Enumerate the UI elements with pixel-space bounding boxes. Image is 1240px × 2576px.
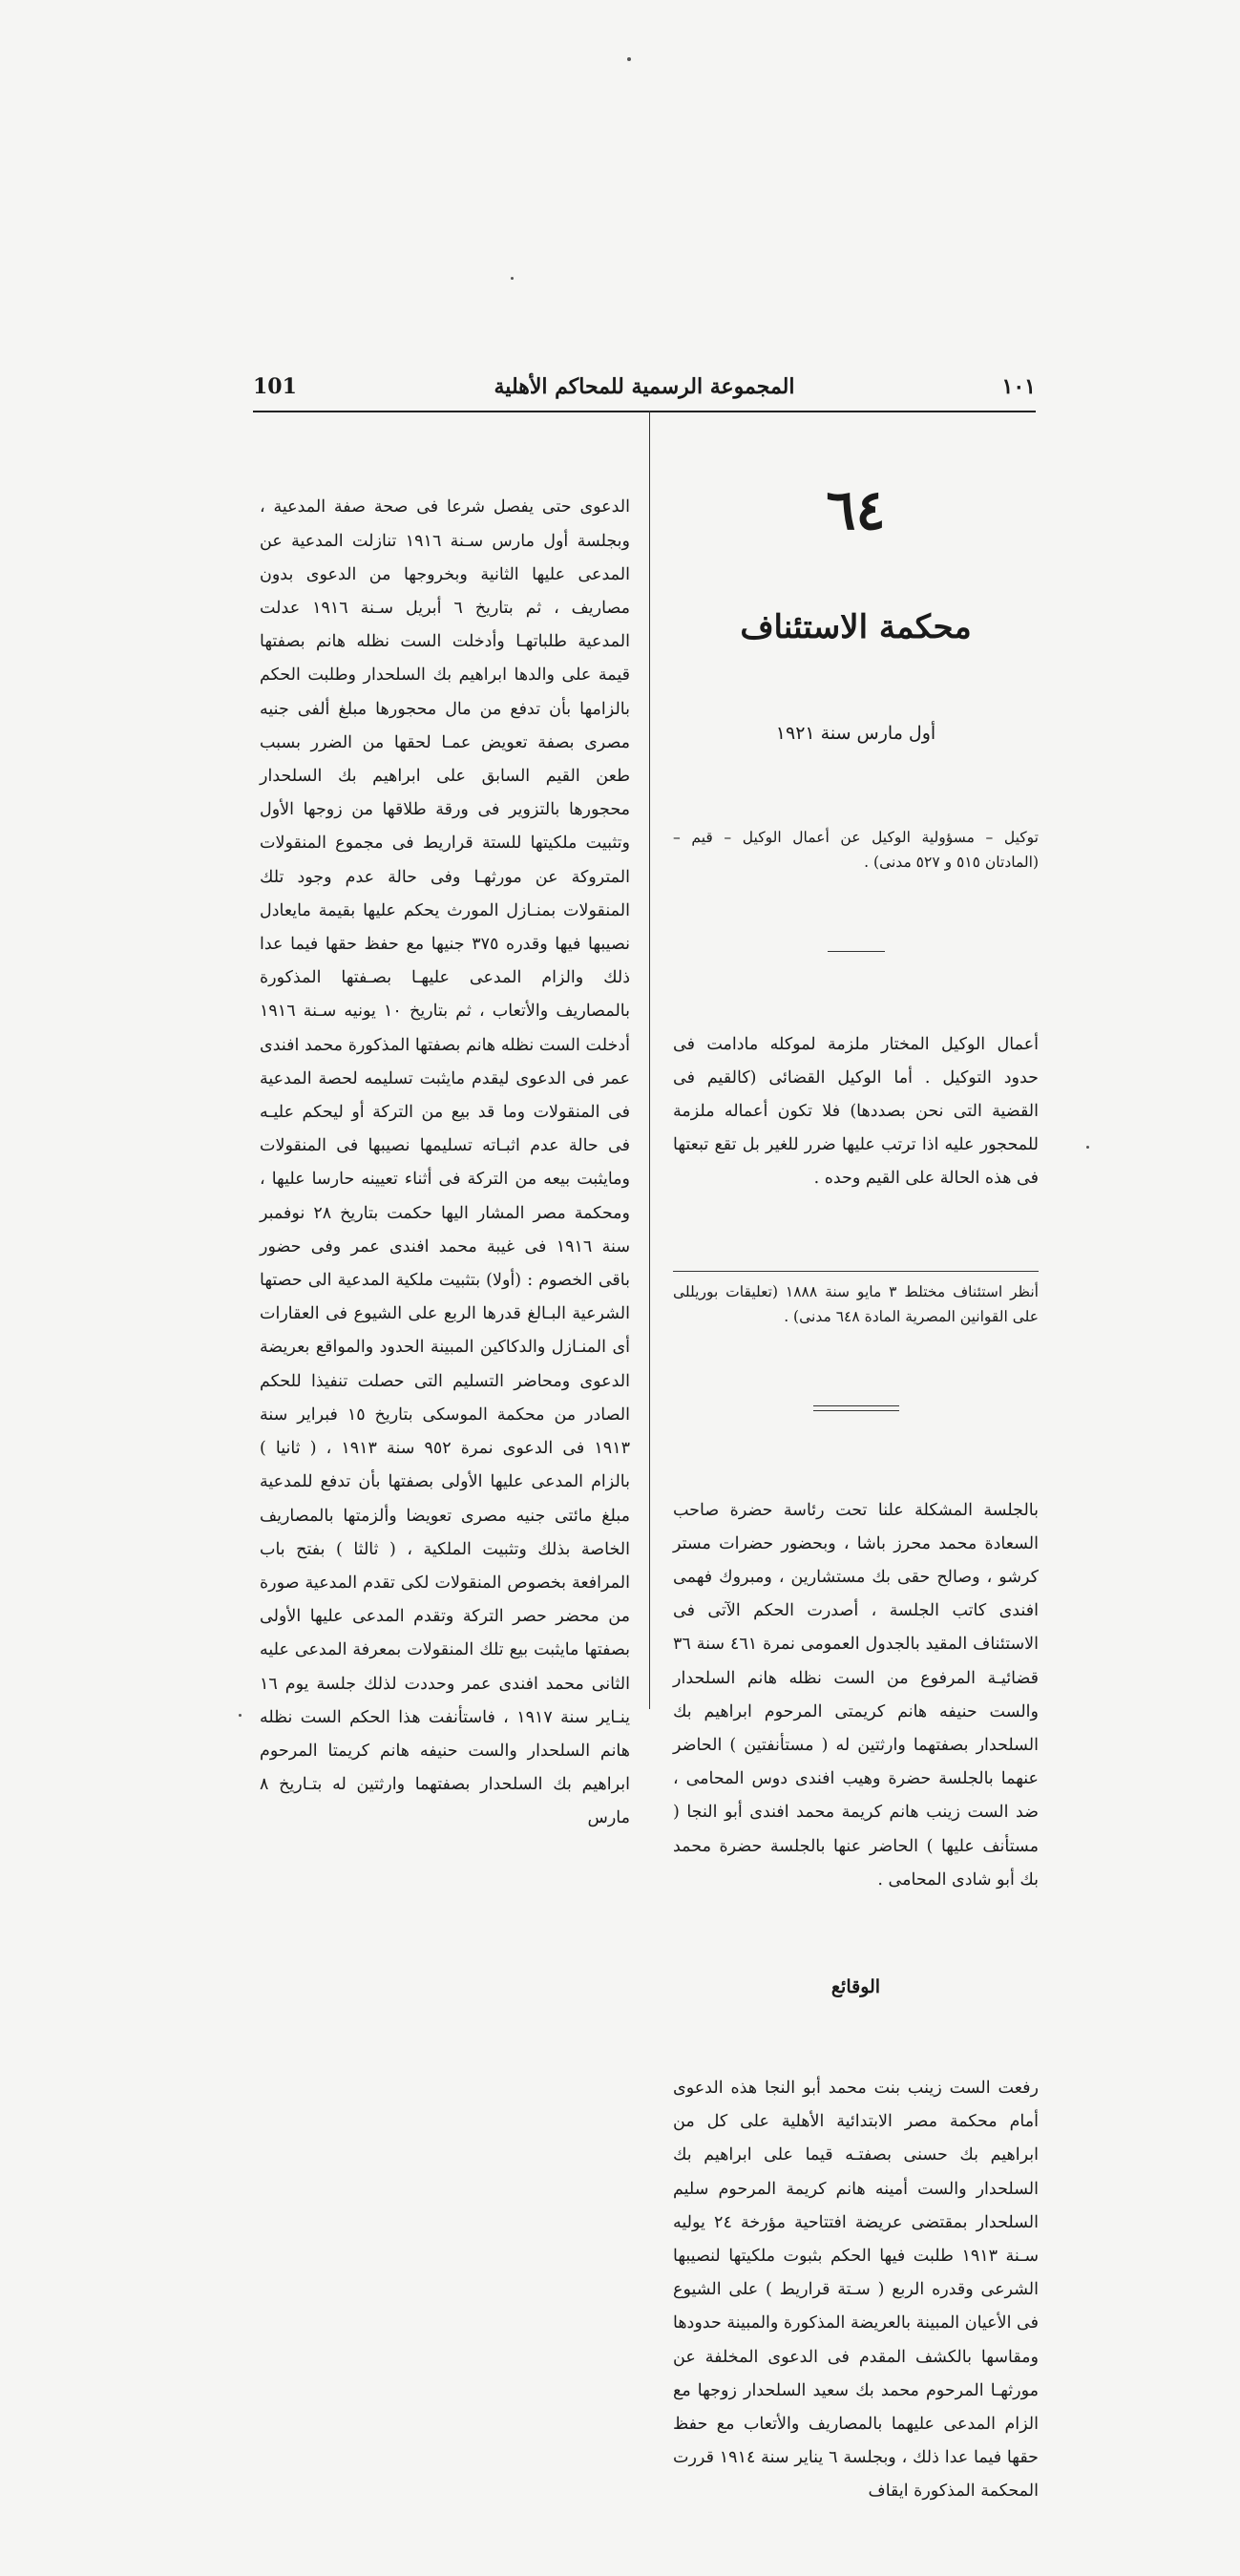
reference-note: أنظر استئناف مختلط ٣ مايو سنة ١٨٨٨ (تعليقات بوريللى على القوانين المصرية المادة ٦٤٨ مدنى) . (673, 1271, 1039, 1329)
scan-speck (627, 57, 631, 61)
summary-rule (828, 951, 885, 952)
section-double-rule (813, 1405, 899, 1411)
facts-paragraph-right: رفعت الست زينب بنت محمد أبو النجا هذه الدعوى أمام محكمة مصر الابتدائية الأهلية على كل من ابراهيم بك حسنى بصفتـه قيما على ابراهيم بك السلحدار والست أمينه هانم كريمة المرحوم سليم السلحدار بمقتضى عريضة افتتاحية مؤرخة ٢٤ يوليه سـنة ١٩١٣ طلبت فيها الحكم بثبوت ملكيتها لنصيبها الشرعى وقدره الربع ( سـتة قراريط ) على الشيوع فى الأعيان المبينة بالعريضة المذكورة والمبينة حدودها ومقاسها بالكشف المقدم فى الدعوى المخلفة عن مورثهـا المرحوم محمد بك سعيد السلحدار زوجها مع الزام المدعى عليهما بالمصاريف والأتعاب مع حفظ حقها فيما عدا ذلك ، وبجلسة ٦ يناير سنة ١٩١٤ قررت المحكمة المذكورة ايقاف (667, 2078, 1039, 2502)
page-number-arabic: ١٠١ (1001, 374, 1036, 399)
judgment-date: أول مارس سنة ١٩٢١ (775, 723, 936, 745)
journal-title: المجموعة الرسمية للمحاكم الأهلية (494, 374, 795, 399)
scan-speck (1086, 1146, 1089, 1149)
right-column (667, 411, 1039, 2576)
facts-heading: الوقائع (830, 1975, 881, 1997)
legal-principle: أعمال الوكيل المختار ملزمة لموكله مادامت فى حدود التوكيل . أما الوكيل القضائى (كالقيم فى القضية التى نحن بصددها) فلا تكون أعماله ملزمة للمحجور عليه اذا ترتب عليها ضرر للغير بل تقع تبعتها فى هذه الحالة على القيم وحده . (667, 1035, 1039, 1189)
scan-speck (239, 1714, 242, 1717)
left-column (254, 424, 631, 1903)
case-number: ٦٤ (826, 477, 886, 543)
case-summary: توكيل – مسؤولية الوكيل عن أعمال الوكيل – قيم – (المادتان ٥١٥ و ٥٢٧ مدنى) . (668, 828, 1039, 871)
facts-paragraph-left: الدعوى حتى يفصل شرعا فى صحة صفة المدعية ، وبجلسة أول مارس سـنة ١٩١٦ تنازلت المدعية عن المدعى عليها الثانية وبخروجها من الدعوى بدون مصاريف ، ثم بتاريخ ٦ أبريل سـنة ١٩١٦ عدلت المدعية طلباتهـا وأدخلت الست نظله هانم بصفتها قيمة على والدها ابراهيم بك السلحدار وطلبت الحكم بالزامها بأن تدفع من مال محجورها مبلغ ألفى جنيه مصرى بصفة تعويض عمـا لحقها من الضرر بسبب طعن القيم السابق على ابراهيم بك السلحدار محجورها بالتزوير فى ورقة طلاقها من زوجها الأول وتثبيت ملكيتها للستة قراريط فى مجموع المنقولات المتروكة عن مورثهـا وفى حالة عدم وجود تلك المنقولات بمنـازل المورث يحكم عليها بقيمة مايعادل نصيبها فيها وقدره ٣٧٥ جنيها مع حفظ حقها فيما عدا ذلك والزام المدعى عليهـا بصـفتها المذكورة بالمصاريف والأتعاب ، ثم بتاريخ ١٠ يونيه سـنة ١٩١٦ أدخلت الست نظله هانم بصفتها المذكورة محمد افندى عمر فى الدعوى ليقدم مايثبت تسليمه لحصة المدعية فى المنقولات وما قد بيع من التركة أو ليحكم عليـه فى حالة عدم اثبـاته تسليمها نصيبها فى المنقولات ومايثبت بيعه من التركة فى أثناء تعيينه حارسا عليها ، ومحكمة مصر المشار اليها حكمت بتاريخ ٢٨ نوفمبر سنة ١٩١٦ فى غيبة محمد افندى عمر وفى حضور باقى الخصوم : (أولا) بتثبيت ملكية المدعية الى حصتها الشرعية البـالغ قدرها الربع على الشيوع فى العقارات أى المنـازل والدكاكين المبينة الحدود والمواقع بعريضة الدعوى ومحاضر التسليم التى حصلت تنفيذا للحكم الصادر من محكمة الموسكى بتاريخ ١٥ فبراير سنة ١٩١٣ فى الدعوى نمرة ٩٥٢ سنة ١٩١٣ ، ( ثانيا ) بالزام المدعى عليها الأولى بصفتها بأن تدفع للمدعية مبلغ مائتى جنيه مصرى تعويضا وألزمتها بالمصاريف الخاصة بذلك وتثبيت الملكية ، ( ثالثا ) بفتح باب المرافعة بخصوص المنقولات لكى تقدم المدعية صورة من محضر حصر التركة وتقدم المدعى عليها الأولى بصفتها مايثبت بيع تلك المنقولات بمعرفة المدعى عليه الثانى محمد افندى عمر وحددت لذلك جلسة يوم ١٦ ينـاير سنة ١٩١٧ ، فاستأنفت هذا الحكم الست نظله هانم السلحدار والست حنيفه هانم كريمتا المرحوم ابراهيم بك السلحدار بصفتهما وارثتين له بتـاريخ ٨ مارس (254, 497, 631, 1828)
scan-speck (511, 277, 514, 280)
page-header (253, 374, 1036, 409)
page-number-latin: 101 (253, 374, 297, 399)
court-name: محكمة الاستئناف (740, 607, 972, 646)
session-paragraph: بالجلسة المشكلة علنا تحت رئاسة حضرة صاحب السعادة محمد محرز باشا ، وبحضور حضرات مستر كرشو ، وصالح حقى بك مستشارين ، ومبروك فهمى افندى كاتب الجلسة ، أصدرت الحكم الآتى فى الاستئناف المقيد بالجدول العمومى نمرة ٤٦١ سنة ٣٦ قضائيـة المرفوع من الست نظله هانم السلحدار والست حنيفه هانم كريمتى المرحوم ابراهيم بك السلحدار بصفتهما وارثتين له ( مستأنفتين ) الحاضر عنهما بالجلسة حضرة وهيب افندى دوس المحامى ، ضد الست زينب هانم كريمة محمد افندى أبو النجا ( مستأنف عليها ) الحاضر عنها بالجلسة حضرة محمد بك أبو شادى المحامى . (667, 1500, 1039, 1890)
column-divider (649, 411, 650, 1709)
